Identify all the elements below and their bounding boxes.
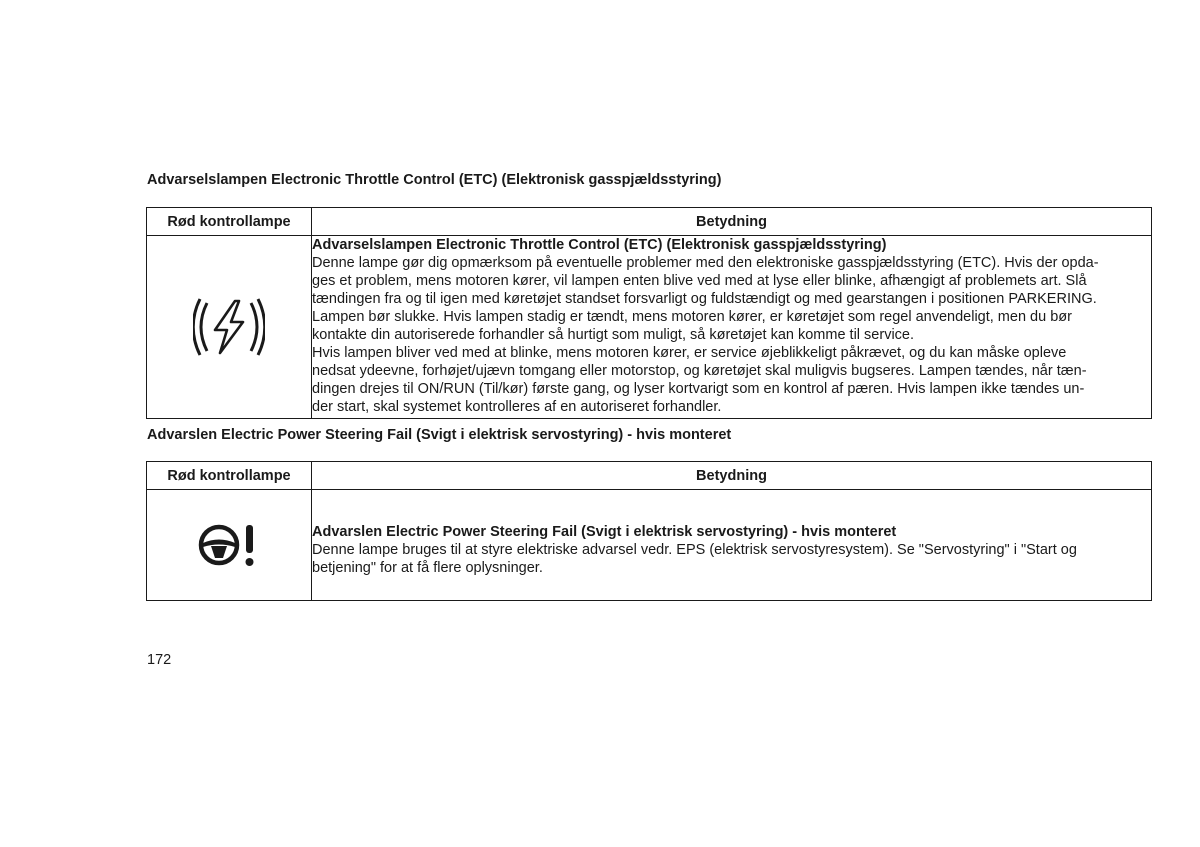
- table-header-row: [147, 208, 1152, 236]
- text-line: Denne lampe gør dig opmærksom på eventuelle problemer med den elektroniske gasspjældsstyring (ETC). Hvis der opda-: [312, 255, 1099, 271]
- table-row: [147, 236, 1152, 419]
- text-line: ges et problem, mens motoren kører, vil lampen enten blive ved med at lyse eller blinke, afhængigt af problemets art. Slå: [312, 273, 1087, 289]
- description-paragraph: [312, 254, 1151, 344]
- meaning-cell: [312, 236, 1152, 419]
- section-heading-eps: Advarslen Electric Power Steering Fail (Svigt i elektrisk servostyring) - hvis monteret: [147, 427, 732, 443]
- text-line: betjening" for at få flere oplysninger.: [312, 560, 543, 576]
- text-line: Hvis lampen bliver ved med at blinke, mens motoren kører, er service øjeblikkeligt påkrævet, og du kan måske opleve: [312, 345, 1067, 361]
- etc-warning-table: [146, 207, 1152, 419]
- eps-warning-table: [146, 461, 1152, 601]
- warning-title: Advarselslampen Electronic Throttle Control (ETC) (Elektronisk gasspjældsstyring): [312, 237, 887, 253]
- table-row: [147, 490, 1152, 601]
- icon-cell: [147, 236, 312, 419]
- power-steering-warning-icon: [147, 520, 311, 570]
- column-header-meaning: Betydning: [312, 208, 1152, 236]
- section-heading-etc: Advarselslampen Electronic Throttle Control (ETC) (Elektronisk gasspjældsstyring): [147, 172, 722, 188]
- text-line: Lampen bør slukke. Hvis lampen stadig er tændt, mens motoren kører, er køretøjet som regel anvendeligt, men du bør: [312, 309, 1072, 325]
- column-header-lamp: Rød kontrollampe: [147, 208, 312, 236]
- text-line: Denne lampe bruges til at styre elektriske advarsel vedr. EPS (elektrisk servostyresystem). Se "Servostyring" i "Start og: [312, 542, 1077, 558]
- text-line: nedsat ydeevne, forhøjet/ujævn tomgang eller motorstop, og køretøjet skal muligvis bugseres. Lampen tændes, når tæn-: [312, 363, 1087, 379]
- table-header-row: [147, 462, 1152, 490]
- icon-cell: [147, 490, 312, 601]
- warning-title: Advarslen Electric Power Steering Fail (Svigt i elektrisk servostyring) - hvis monteret: [312, 524, 897, 540]
- description-paragraph: [312, 344, 1151, 416]
- text-line: dingen drejes til ON/RUN (Til/kør) første gang, og lyser kortvarigt som en kontrol af pæren. Hvis lampen ikke tændes un-: [312, 381, 1085, 397]
- column-header-meaning: Betydning: [312, 462, 1152, 490]
- description-paragraph: [312, 541, 1151, 577]
- column-header-lamp: Rød kontrollampe: [147, 462, 312, 490]
- text-line: tændingen fra og til igen med køretøjet standset forsvarligt og fuldstændigt og med gearstangen i positionen PARKERING.: [312, 291, 1097, 307]
- electronic-throttle-control-icon: [147, 297, 311, 357]
- text-line: kontakte din autoriserede forhandler så hurtigt som muligt, så køretøjet kan komme til service.: [312, 327, 915, 343]
- text-line: der start, skal systemet kontrolleres af en autoriseret forhandler.: [312, 399, 722, 415]
- meaning-cell: [312, 490, 1152, 601]
- page-number: 172: [147, 652, 172, 668]
